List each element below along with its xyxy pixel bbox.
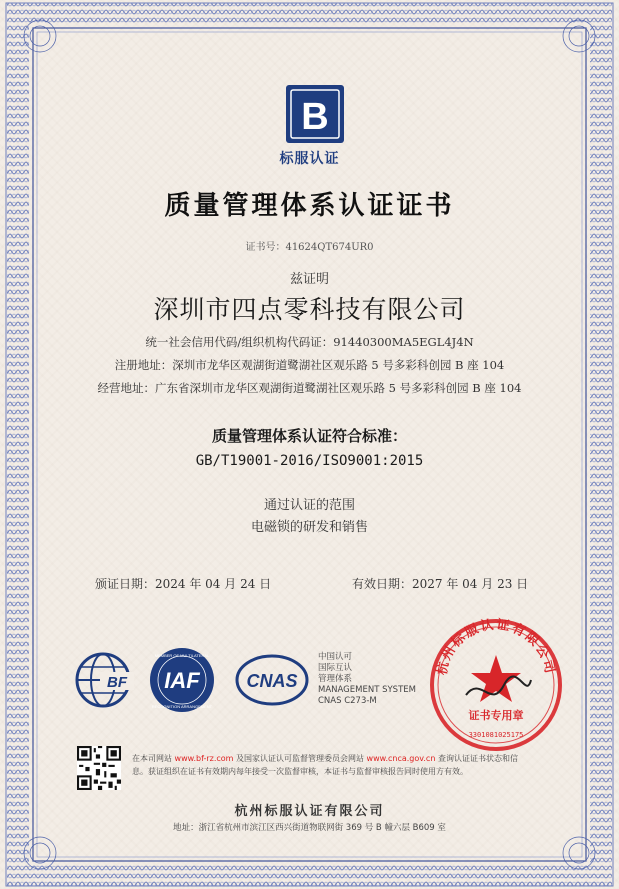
logo-mark-letter: B [301, 96, 329, 138]
certificate-title: 质量管理体系认证证书 [164, 191, 455, 221]
seal-ring-text: 杭州标服认证有限公司 [434, 617, 558, 677]
cnca-line: 管理体系 [318, 674, 353, 684]
cnca-line: 国际互认 [318, 663, 353, 673]
certificate-number: 证书号：41624QT674UR0 [245, 242, 374, 253]
cnca-line: 中国认可 [318, 652, 353, 662]
iaf-ring-bottom: RECOGNITION ARRANGEMENT [151, 704, 213, 709]
cnca-website-link[interactable]: www.cnca.gov.cn [366, 754, 436, 763]
scope-title: 通过认证的范围 [263, 498, 355, 513]
issuer-name: 杭州标服认证有限公司 [234, 804, 385, 819]
standard-title: 质量管理体系认证符合标准： [211, 427, 407, 445]
registered-address: 注册地址：深圳市龙华区观湖街道鹭湖社区观乐路 5 号多彩科创园 B 座 104 [114, 358, 505, 372]
brand-name: 标服认证 [279, 151, 340, 167]
business-address: 经营地址：广东省深圳市龙华区观湖街道鹭湖社区观乐路 5 号多彩科创园 B 座 104 [97, 381, 522, 395]
issuer-address: 地址：浙江省杭州市滨江区西兴街道物联网街 369 号 B 幢六层 B609 室 [173, 823, 446, 833]
seal-number: 3301081025175 [468, 731, 524, 739]
bf-logo-icon [286, 85, 344, 143]
issue-date: 颁证日期：2024 年 04 月 24 日 [95, 577, 272, 591]
valid-date: 有效日期：2027 年 04 月 23 日 [352, 577, 529, 591]
official-seal [426, 615, 566, 755]
credit-code: 统一社会信用代码/组织机构代码证：91440300MA5EGL4J4N [145, 335, 474, 349]
qr-code[interactable] [77, 746, 121, 790]
cnas-logo-label: CNAS [246, 671, 298, 691]
iaf-ring-top: MEMBER OF MULTILATERAL [154, 653, 210, 658]
cnca-mark [318, 652, 416, 707]
bf-globe-icon [77, 654, 134, 706]
iaf-logo-icon [150, 648, 214, 712]
verification-notice: 在本司网站 www.bf-rz.com 及国家认证认可监督管理委员会网站 www.cnca.gov.cn 查询认证证书状态和信息。获证组织在证书有效期内每年接受一次监督审核，本证书与监督审核报告同时使用方有效。 [132, 754, 518, 776]
seal-center-text: 证书专用章 [468, 709, 524, 722]
cnas-logo-icon [237, 656, 307, 704]
cnca-line: CNAS C273-M [318, 696, 377, 706]
company-name: 深圳市四点零科技有限公司 [153, 295, 466, 324]
cnca-line: MANAGEMENT SYSTEM [318, 685, 416, 695]
bf-logo-label: BF [107, 674, 127, 691]
hereby-certify: 兹证明 [289, 272, 329, 287]
standard-value: GB/T19001-2016/ISO9001:2015 [195, 453, 424, 469]
bf-website-link[interactable]: www.bf-rz.com [174, 754, 234, 763]
iaf-logo-label: IAF [164, 668, 200, 693]
scope-value: 电磁锁的研发和销售 [250, 520, 368, 535]
